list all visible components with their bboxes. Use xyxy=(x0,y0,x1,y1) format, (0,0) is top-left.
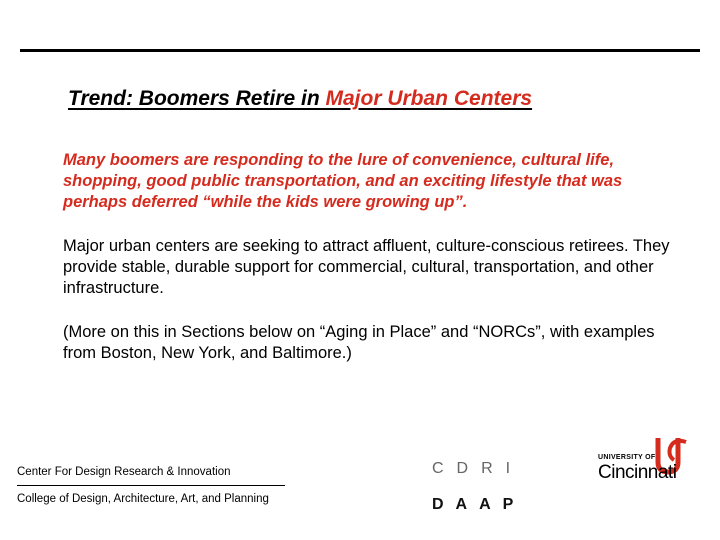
footer-college-name: College of Design, Architecture, Art, and Planning xyxy=(17,493,269,505)
cdri-logo: CDRI xyxy=(432,460,524,477)
paragraph-highlight: Many boomers are responding to the lure of convenience, cultural life, shopping, good public transportation, and an exciting lifestyle that was perhaps deferred “while the kids were growing up”. xyxy=(63,151,623,211)
title-prefix: Trend: Boomers Retire in xyxy=(68,87,326,110)
uc-name-label: Cincinnati xyxy=(598,462,677,483)
title-accent: Major Urban Centers xyxy=(325,87,533,110)
top-divider xyxy=(20,49,700,52)
paragraph-sections-note: (More on this in Sections below on “Aging in Place” and “NORCs”, with examples from Boston, New York, and Baltimore.) xyxy=(63,323,655,362)
footer-divider xyxy=(17,485,285,486)
slide-title xyxy=(68,87,532,111)
daap-logo: DAAP xyxy=(432,496,526,513)
footer-center-name: Center For Design Research & Innovation xyxy=(17,466,231,478)
paragraph-urban-centers: Major urban centers are seeking to attract affluent, culture-conscious retirees. They provide stable, durable support for commercial, cultural, transportation, and other infrastructure. xyxy=(63,237,670,297)
uc-university-label: UNIVERSITY OF xyxy=(598,454,656,461)
